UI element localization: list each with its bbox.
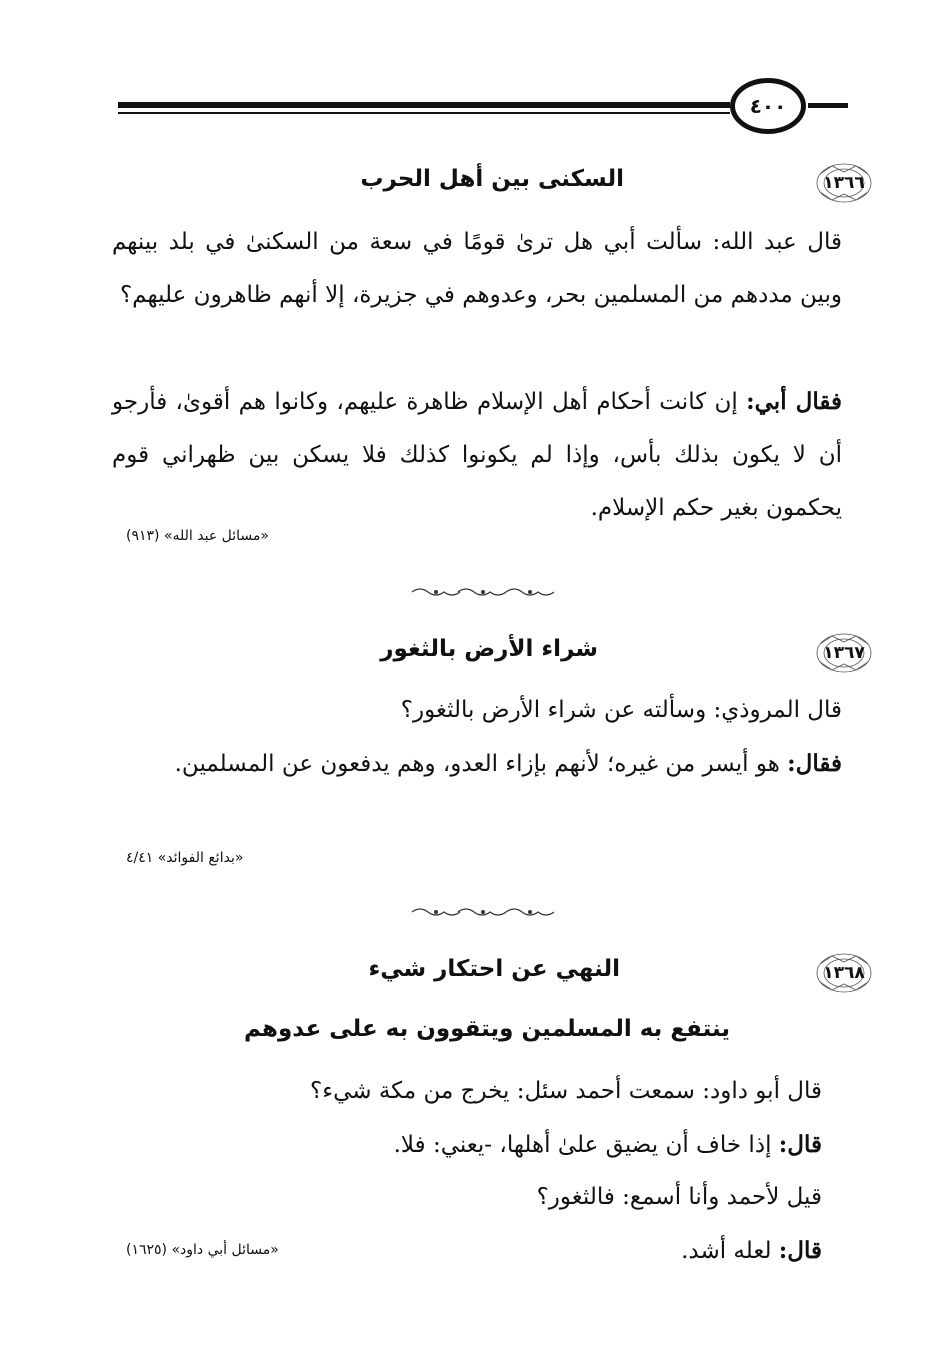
paragraph: [92, 1065, 822, 1118]
page-number: ٤٠٠: [730, 78, 806, 134]
entry-title: شراء الأرض بالثغور: [380, 636, 598, 662]
entry-number-badge: [814, 950, 874, 996]
entry-heading: [92, 636, 865, 676]
page-header: [118, 74, 848, 144]
entry-number-badge: [814, 630, 874, 676]
paragraph: [112, 684, 842, 737]
speaker-label: فقال أبي:: [746, 388, 842, 415]
paragraph: [112, 216, 842, 322]
entry-number: ١٣٦٨: [823, 963, 865, 983]
paragraph: [522, 1224, 822, 1278]
speaker-label: قال:: [778, 1237, 822, 1264]
entry-title: النهي عن احتكار شيء: [368, 956, 620, 982]
source-citation: «مسائل أبي داود» (١٦٢٥): [126, 1242, 279, 1258]
paragraph-text: قال أبو داود: سمعت أحمد سئل: يخرج من مكة شيء؟: [310, 1078, 822, 1104]
source-citation: «بدائع الفوائد» ٤/٤١: [126, 850, 244, 866]
separator-ornament-icon: [410, 905, 556, 919]
entry-title: السكنى بين أهل الحرب: [360, 166, 624, 192]
paragraph-text: إذا خاف أن يضيق علىٰ أهلها، -يعني: فلا.: [393, 1132, 779, 1158]
header-rule: [118, 102, 730, 108]
separator-ornament-icon: [410, 585, 556, 599]
entry-number: ١٣٦٦: [823, 173, 865, 193]
source-citation: «مسائل عبد الله» (٩١٣): [126, 528, 269, 544]
speaker-label: فقال:: [787, 750, 842, 777]
paragraph: [112, 737, 842, 791]
entry-heading: [92, 956, 865, 996]
paragraph-text: لعله أشد.: [681, 1238, 779, 1264]
header-rule-right: [808, 103, 848, 108]
paragraph-text: قال المروذي: وسألته عن شراء الأرض بالثغور؟: [400, 697, 842, 723]
paragraph-text: قال عبد الله: سألت أبي هل ترىٰ قومًا في سعة من السكنىٰ في بلد بينهم وبين مددهم من المسلمين بحر، وعدوهم في جزيرة، إلا أنهم ظاهرون عليهم؟: [112, 229, 842, 308]
paragraph-text: إن كانت أحكام أهل الإسلام ظاهرة عليهم، وكانوا هم أقوىٰ، فأرجو أن لا يكون بذلك بأس، وإذا لم يكونوا كذلك فلا يسكن بين ظهراني قوم يحكمون بغير حكم الإسلام.: [112, 389, 842, 521]
speaker-label: قال:: [778, 1131, 822, 1158]
entry-subtitle: ينتفع به المسلمين ويتقوون به على عدوهم: [244, 1016, 730, 1042]
paragraph: [112, 375, 842, 535]
paragraph-text: قيل لأحمد وأنا أسمع: فالثغور؟: [536, 1184, 822, 1210]
entry-number: ١٣٦٧: [823, 643, 865, 663]
header-rule-thin: [118, 112, 730, 114]
entry-number-badge: [814, 160, 874, 206]
paragraph-text: هو أيسر من غيره؛ لأنهم بإزاء العدو، وهم يدفعون عن المسلمين.: [174, 751, 788, 777]
paragraph: [92, 1171, 822, 1224]
paragraph: [92, 1118, 822, 1172]
entry-heading: [92, 166, 865, 206]
